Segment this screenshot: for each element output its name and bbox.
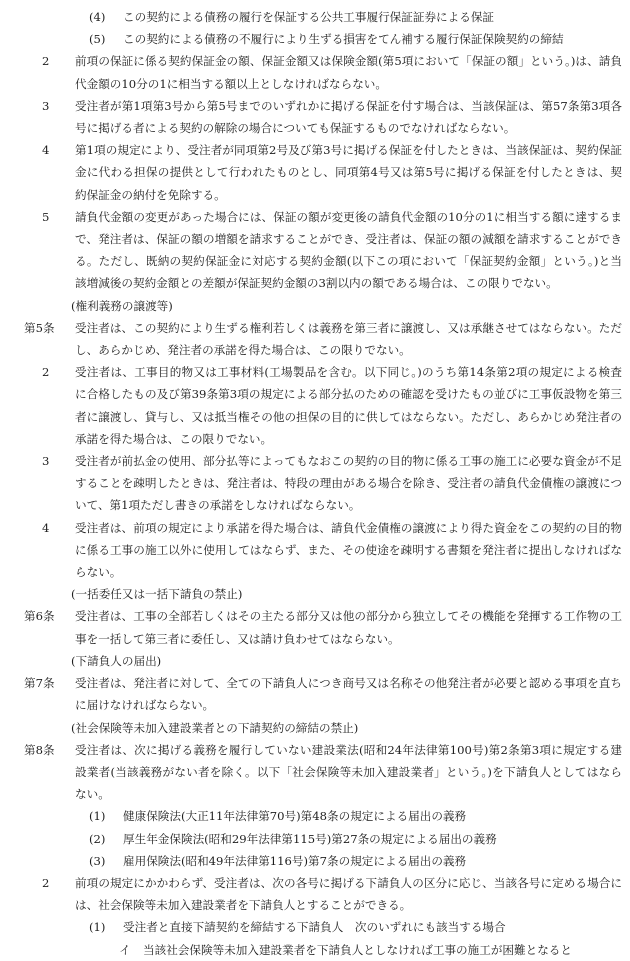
paragraph-number: 2 <box>42 54 50 69</box>
numbered-paragraph <box>42 139 622 206</box>
numbered-paragraph <box>42 206 622 295</box>
item-number: (1) <box>89 809 106 824</box>
paragraph-text: 雇用保険法(昭和49年法律第116号)第7条の規定による届出の義務 <box>123 853 467 868</box>
section-heading <box>71 650 622 672</box>
paragraph-text: (一括委任又は一括下請負の禁止) <box>71 587 243 602</box>
list-item <box>75 828 622 850</box>
paragraph-text: 受注者は、次に掲げる義務を履行していない建設業法(昭和24年法律第100号)第2条第3項に規定する建設業者(当該義務がない者を除く。以下「社会保険等未加入建設業者」という。)を下請負人としてはならない。 <box>75 742 622 802</box>
paragraph-number: 5 <box>42 209 50 224</box>
paragraph-text: 受注者は、この契約により生ずる権利若しくは義務を第三者に譲渡し、又は承継させてはならない。ただし、あらかじめ、発注者の承諾を得た場合は、この限りでない。 <box>75 320 622 358</box>
article-paragraph <box>24 739 622 806</box>
paragraph-text: この契約による債務の不履行により生ずる損害をてん補する履行保証保険契約の締結 <box>123 32 564 47</box>
paragraph-text: (権利義務の譲渡等) <box>71 298 173 313</box>
subitem-marker: イ <box>119 942 131 957</box>
numbered-paragraph <box>42 95 622 139</box>
paragraph-text: 受注者は、工事目的物又は工事材料(工場製品を含む。以下同じ。)のうち第14条第2項の規定による検査に合格したもの及び第39条第3項の規定による部分払のための確認を受けたもの並びに工事仮設物を第三者に譲渡し、貸与し、又は抵当権その他の担保の目的に供してはならない。ただし、あらかじめ発注者の承諾を得た場合は、この限りでない。 <box>75 365 622 446</box>
article-paragraph <box>24 317 622 361</box>
paragraph-text: 健康保険法(大正11年法律第70号)第48条の規定による届出の義務 <box>123 809 467 824</box>
section-heading <box>71 295 622 317</box>
list-item <box>75 916 622 938</box>
paragraph-text: 前項の保証に係る契約保証金の額、保証金額又は保険金額(第5項において「保証の額」という。)は、請負代金額の10分の1に相当する額以上としなければならない。 <box>75 54 622 91</box>
numbered-paragraph <box>42 50 622 94</box>
paragraph-number: 2 <box>42 875 50 890</box>
paragraph-text: 厚生年金保険法(昭和29年法律第115号)第27条の規定による届出の義務 <box>123 831 497 846</box>
item-number: (2) <box>89 831 106 846</box>
numbered-paragraph <box>42 872 622 916</box>
list-item <box>75 850 622 872</box>
item-number: (5) <box>89 32 106 47</box>
article-paragraph <box>24 672 622 716</box>
paragraph-text: 受注者は、発注者に対して、全ての下請負人につき商号又は名称その他発注者が必要と認める事項を直ちに届けなければならない。 <box>75 676 622 713</box>
sub-list-item <box>75 939 622 961</box>
numbered-paragraph <box>42 361 622 450</box>
paragraph-text: 請負代金額の変更があった場合には、保証の額が変更後の請負代金額の10分の1に相当する額に達するまで、発注者は、保証の額の増額を請求することができ、受注者は、保証の額の減額を請求することができる。ただし、既納の契約保証金に対応する契約金額(以下この項において「保証契約金額」という。)と当該増減後の契約金額との差額が保証契約金額の3割以内の額である場合は、この限りでない。 <box>75 209 622 291</box>
paragraph-text: 受注者が第1項第3号から第5号までのいずれかに掲げる保証を付す場合は、当該保証は、第57条第3項各号に掲げる者による契約の解除の場合についても保証するものでなければならない。 <box>75 98 622 136</box>
article-number: 第7条 <box>24 676 55 691</box>
paragraph-number: 4 <box>42 143 50 158</box>
list-item <box>75 28 622 50</box>
section-heading <box>71 717 622 739</box>
article-paragraph <box>24 605 622 649</box>
list-item <box>75 805 622 827</box>
paragraph-text: 受注者が前払金の使用、部分払等によってもなおこの契約の目的物に係る工事の施工に必要な資金が不足することを疎明したときは、発注者は、特段の理由がある場合を除き、受注者の請負代金債権の譲渡について、第1項ただし書きの承諾をしなければならない。 <box>75 454 622 513</box>
paragraph-text: 受注者と直接下請契約を締結する下請負人 次のいずれにも該当する場合 <box>123 920 506 935</box>
paragraph-number: 3 <box>42 454 50 469</box>
item-number: (1) <box>89 920 106 935</box>
paragraph-number: 4 <box>42 520 50 535</box>
paragraph-text: 当該社会保険等未加入建設業者を下請負人としなければ工事の施工が困難となると <box>143 942 572 957</box>
paragraph-text: (下請負人の届出) <box>71 653 162 668</box>
item-number: (4) <box>89 10 106 24</box>
article-number: 第6条 <box>24 609 55 624</box>
paragraph-text: この契約による債務の履行を保証する公共工事履行保証証券による保証 <box>123 10 495 24</box>
paragraph-text: (社会保険等未加入建設業者との下請契約の締結の禁止) <box>71 720 359 735</box>
article-number: 第5条 <box>24 320 55 335</box>
list-item <box>75 6 622 28</box>
section-heading <box>71 583 622 605</box>
numbered-paragraph <box>42 517 622 584</box>
paragraph-text: 受注者は、前項の規定により承諾を得た場合は、請負代金債権の譲渡により得た資金をこの契約の目的物に係る工事の施工以外に使用してはならず、また、その使途を疎明する書類を発注者に提出しなければならない。 <box>75 520 622 580</box>
article-number: 第8条 <box>24 742 55 757</box>
paragraph-number: 3 <box>42 98 50 113</box>
paragraph-text: 第1項の規定により、受注者が同項第2号及び第3号に掲げる保証を付したときは、当該保証は、契約保証金に代わる担保の提供として行われたものとし、同項第4号又は第5号に掲げる保証を付したときは、契約保証金の納付を免除する。 <box>75 143 622 202</box>
numbered-paragraph <box>42 450 622 517</box>
paragraph-number: 2 <box>42 365 50 380</box>
paragraph-text: 前項の規定にかかわらず、受注者は、次の各号に掲げる下請負人の区分に応じ、当該各号に定める場合には、社会保険等未加入建設業者を下請負人とすることができる。 <box>75 875 622 913</box>
item-number: (3) <box>89 853 106 868</box>
paragraph-text: 受注者は、工事の全部若しくはその主たる部分又は他の部分から独立してその機能を発揮する工作物の工事を一括して第三者に委任し、又は請け負わせてはならない。 <box>75 609 622 646</box>
